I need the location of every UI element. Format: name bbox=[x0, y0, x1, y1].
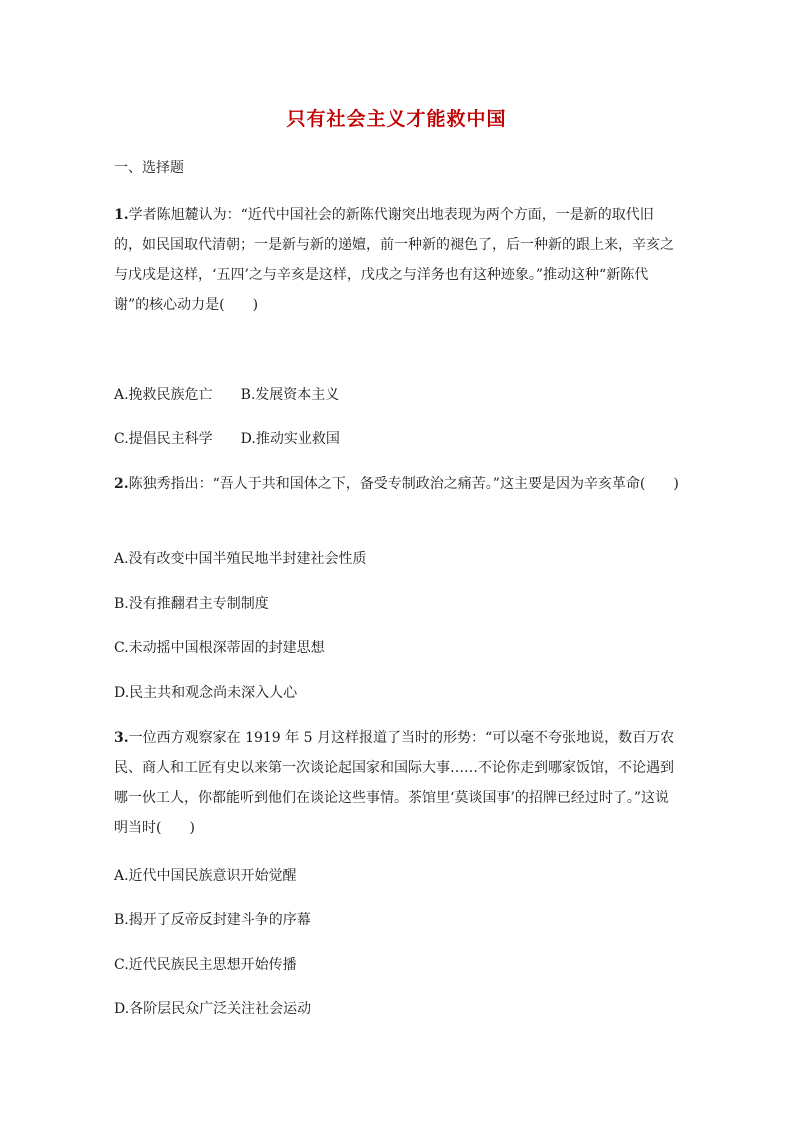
option-b: B.没有推翻君主专制制度 bbox=[114, 596, 269, 612]
question-text: 学者陈旭麓认为：“近代中国社会的新陈代谢突出地表现为两个方面，一是新的取代旧的，如民国取代清朝；一是新与新的递嬗，前一种新的褪色了，后一种新的跟上来，辛亥之与戊戌是这样，‘五四’之与辛亥是这样，戊戌之与洋务也有这种迹象。”推动这种“新陈代谢”的核心动力是( ) bbox=[114, 207, 674, 313]
question-3 bbox=[114, 723, 680, 843]
question-text: 一位西方观察家在 1919 年 5 月这样报道了当时的形势：“可以毫不夸张地说，数百万农民、商人和工匠有史以来第一次谈论起国家和国际大事……不论你走到哪家饭馆，不论遇到哪一伙工人，你都能听到他们在谈论这些事情。茶馆里‘莫谈国事’的招牌已经过时了。”这说明当时( ) bbox=[114, 730, 675, 836]
option-a: A.近代中国民族意识开始觉醒 bbox=[114, 868, 297, 884]
option-c: C.近代民族民主思想开始传播 bbox=[114, 957, 297, 973]
option-b: B.发展资本主义 bbox=[240, 387, 340, 403]
section-heading: 一、选择题 bbox=[114, 160, 184, 176]
option-a: A.没有改变中国半殖民地半封建社会性质 bbox=[114, 551, 367, 567]
question-text: 陈独秀指出：“吾人于共和国体之下，备受专制政治之痛苦。”这主要是因为辛亥革命( ) bbox=[128, 476, 679, 492]
options-row-2 bbox=[114, 429, 340, 449]
question-2 bbox=[114, 469, 680, 499]
page-title: 只有社会主义才能救中国 bbox=[286, 108, 507, 130]
option-d: D.民主共和观念尚未深入人心 bbox=[114, 685, 298, 701]
question-number: 3. bbox=[114, 730, 129, 746]
option-c: C.提倡民主科学 bbox=[114, 431, 213, 447]
option-c: C.未动摇中国根深蒂固的封建思想 bbox=[114, 640, 325, 656]
option-a: A.挽救民族危亡 bbox=[114, 387, 213, 403]
question-number: 2. bbox=[114, 476, 129, 492]
question-1 bbox=[114, 200, 680, 320]
option-d: D.推动实业救国 bbox=[240, 431, 340, 447]
options-row-1 bbox=[114, 385, 339, 405]
option-b: B.揭开了反帝反封建斗争的序幕 bbox=[114, 912, 311, 928]
question-number: 1. bbox=[114, 207, 129, 223]
option-d: D.各阶层民众广泛关注社会运动 bbox=[114, 1001, 312, 1017]
